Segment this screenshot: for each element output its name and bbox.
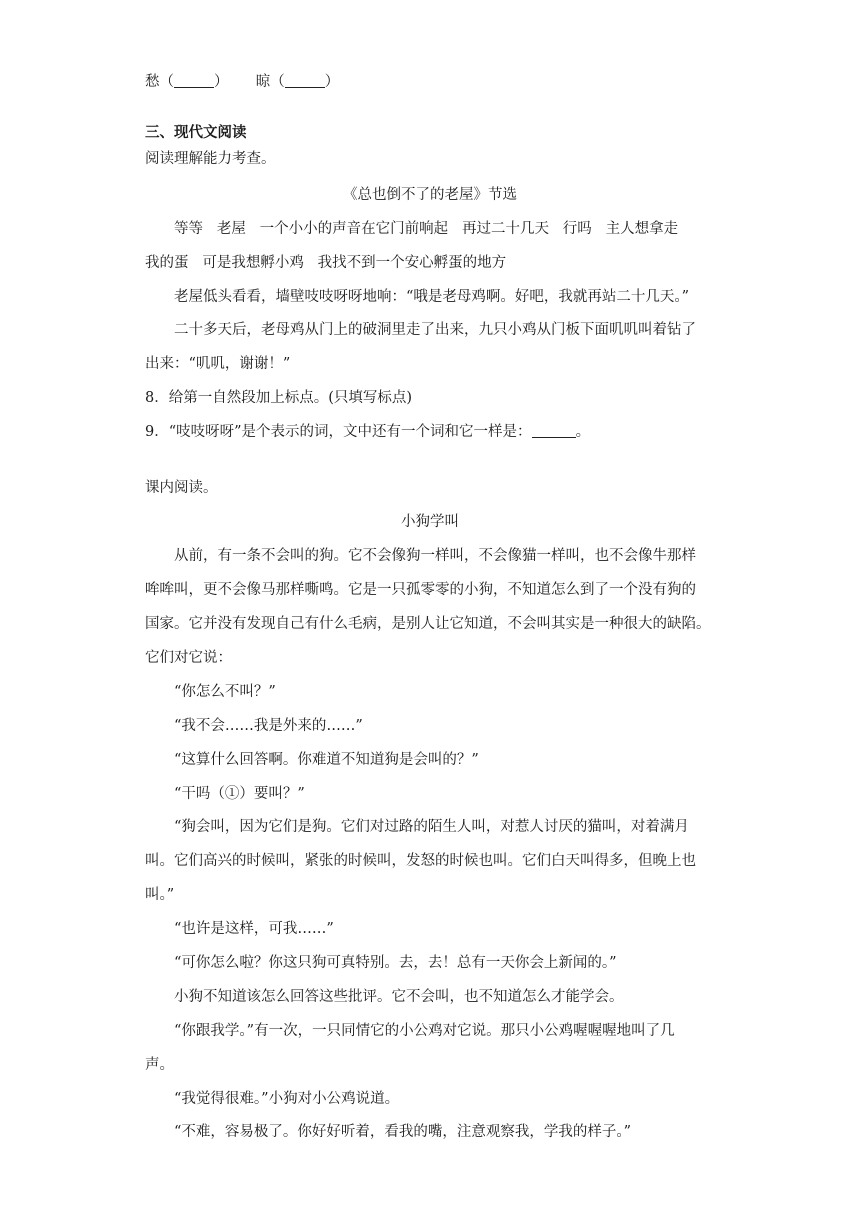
reading-line: 它们对它说： [145, 650, 232, 666]
reading-line: 哞哞叫，更不会像马那样嘶鸣。它是一只孤零零的小狗，不知道怎么到了一个没有狗的 [145, 582, 696, 598]
char-liang: 晾（ [255, 74, 285, 90]
blank-liang[interactable] [285, 73, 325, 88]
reading-line: “可你怎么啦？你这只狗可真特别。去，去！总有一天你会上新闻的。” [174, 955, 617, 971]
reading-line: 从前，有一条不会叫的狗。它不会像狗一样叫，不会像猫一样叫，也不会像牛那样 [174, 548, 696, 564]
paragraph-2: 老屋低头看看，墙壁吱吱呀呀地响：“哦是老母鸡啊。好吧，我就再站二十几天。” [174, 289, 690, 305]
char-chou: 愁（ [145, 74, 174, 90]
reading-line: “你怎么不叫？” [174, 684, 276, 700]
reading-line: “我不会……我是外来的……” [174, 718, 363, 734]
paragraph-3-line-2: 出来：“叽叽，谢谢！” [145, 356, 291, 372]
paren-close-2: ） [324, 74, 340, 90]
reading-line: 国家。它并没有发现自己有什么毛病，是别人让它知道，不会叫其实是一种很大的缺陷。 [145, 616, 711, 632]
reading-line: 叫。” [145, 887, 175, 903]
reading-line: “不难，容易极了。你好好听着，看我的嘴，注意观察我，学我的样子。” [174, 1124, 632, 1140]
reading-line: 叫。它们高兴的时候叫，紧张的时候叫，发怒的时候也叫。它们白天叫得多，但晚上也 [145, 853, 696, 869]
reading-line: “干吗（①）要叫？” [174, 786, 305, 802]
reading-line: “这算什么回答啊。你难道不知道狗是会叫的？” [174, 752, 479, 768]
pinyin-fill-line [145, 72, 339, 92]
paragraph-1-line-1: 等等 老屋 一个小小的声音在它门前响起 再过二十几天 行吗 主人想拿走 [174, 221, 679, 237]
section-heading: 三、现代文阅读 [145, 125, 247, 141]
question-9 [145, 422, 590, 442]
reading-line: “我觉得很难。”小狗对小公鸡说道。 [174, 1091, 400, 1107]
blank-chou[interactable] [174, 73, 214, 88]
paragraph-1-line-2: 我的蛋 可是我想孵小鸡 我找不到一个安心孵蛋的地方 [145, 255, 507, 271]
question-9-end: 。 [575, 424, 591, 440]
question-8: 8．给第一自然段加上标点。(只填写标点) [145, 390, 413, 406]
section-intro: 阅读理解能力考查。 [145, 151, 276, 167]
reading-line: “你跟我学。”有一次，一只同情它的小公鸡对它说。那只小公鸡喔喔喔地叫了几 [174, 1023, 675, 1039]
question-9-text: 9．“吱吱呀呀”是个表示的词，文中还有一个词和它一样是： [145, 424, 532, 440]
reading-line: 声。 [145, 1057, 174, 1073]
reading-title: 小狗学叫 [401, 514, 459, 530]
reading-line: “也许是这样，可我……” [174, 921, 334, 937]
reading-line: “狗会叫，因为它们是狗。它们对过路的陌生人叫，对惹人讨厌的猫叫，对着满月 [174, 819, 689, 835]
paragraph-3-line-1: 二十多天后，老母鸡从门上的破洞里走了出来，九只小鸡从门板下面叽叽叫着钻了 [174, 322, 696, 338]
passage-title: 《总也倒不了的老屋》节选 [343, 187, 517, 203]
reading-intro: 课内阅读。 [145, 480, 218, 496]
question-9-blank[interactable] [532, 423, 576, 438]
paren-close-1: ） [214, 74, 229, 90]
reading-line: 小狗不知道该怎么回答这些批评。它不会叫，也不知道怎么才能学会。 [174, 989, 624, 1005]
